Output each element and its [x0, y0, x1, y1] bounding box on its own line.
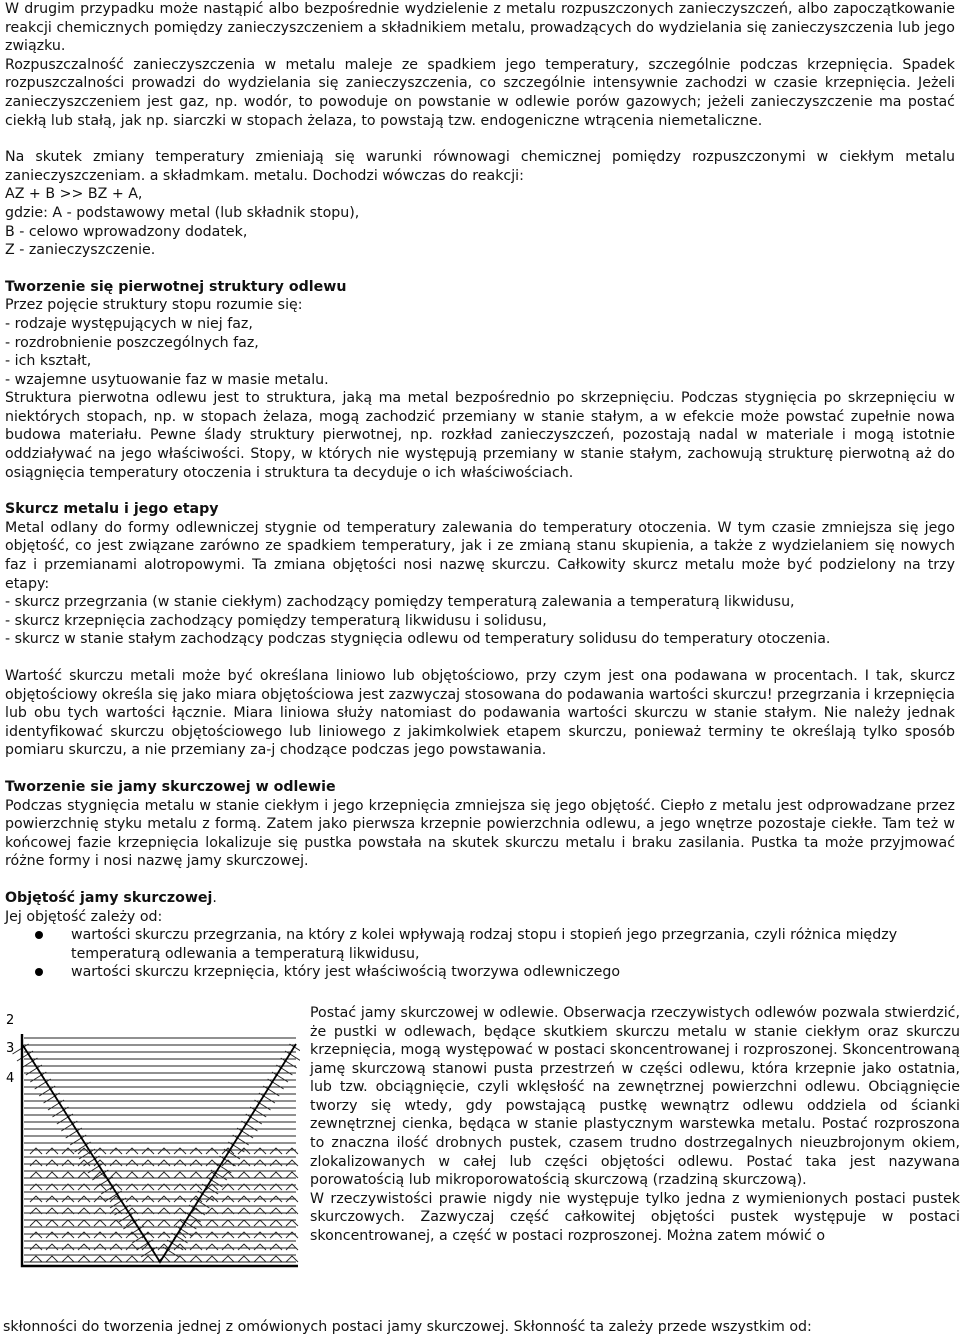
hatching-pattern — [13, 1038, 300, 1262]
bullet-icon — [35, 968, 43, 976]
structure-item: - rodzaje występujących w niej faz, — [5, 315, 253, 332]
bullet-icon — [35, 931, 43, 939]
volume-bullet-list — [5, 926, 955, 982]
intro-paragraph-2: Rozpuszczalność zanieczyszczenia w metalu maleje ze spadkiem jego temperatury, szczególnie podczas krzepnięcia. Spadek rozpuszczalności prowadzi do wydzielania się zanieczyszczenia, co szczególnie intensywnie zachodzi w czasie krzepnięcia. Jeżeli zanieczyszczeniem jest gaz, np. wodór, to powoduje on powstanie w odlewie porów gazowych; jeżeli zanieczyszczenie ma postać ciekłą lub stałą, jak np. siarczki w stopach żelaza, to powstają tzw. endogeniczne wtrącenia niemetaliczne. — [5, 56, 955, 129]
document-page — [5, 0, 960, 1274]
intro-paragraph-1: W drugim przypadku może nastąpić albo bezpośrednie wydzielenie z metalu rozpuszczonych zanieczyszczeń, albo zapoczątkowanie reakcji chemicznych pomiędzy zanieczyszczeniem a składnikiem metalu, prowadzących do wydzielania się zanieczyszczenia lub jego związku. — [5, 1, 955, 55]
list-item — [5, 963, 955, 982]
volume-intro: Jej objętość zależy od: — [5, 908, 163, 925]
cavity-form-paragraph-2: W rzeczywistości prawie nigdy nie występuje tylko jedna z wymienionych postaci pustek skurczowych. Zazwyczaj część całkowitej objętości pustek występuje w postaci skoncentrowanej, a część w postaci rozproszonej. Można zatem mówić o — [310, 1190, 960, 1245]
reaction-where-a: gdzie: A - podstawowy metal (lub składnik stopu), — [5, 204, 360, 221]
structure-item: - wzajemne usytuowanie faz w masie metalu. — [5, 371, 329, 388]
structure-intro: Przez pojęcie struktury stopu rozumie się: — [5, 297, 303, 314]
bullet-text: wartości skurczu krzepnięcia, który jest właściwością tworzywa odlewniczego — [71, 964, 621, 981]
reaction-formula: AZ + B >> BZ + A, — [5, 186, 143, 203]
volume-heading-line — [5, 889, 955, 908]
solidification-figure — [0, 1004, 300, 1274]
reaction-paragraph: Na skutek zmiany temperatury zmieniają się warunki równowagi chemicznej pomiędzy rozpuszczonymi w ciekłym metalu zanieczyszczeniam. a składmkam. metalu. Dochodzi wówczas do reakcji: — [5, 149, 955, 184]
figure-label: 3 — [6, 1040, 15, 1056]
section-heading-structure: Tworzenie się pierwotnej struktury odlewu — [5, 278, 347, 295]
cavity-form-paragraph: Postać jamy skurczowej w odlewie. Obserwacja rzeczywistych odlewów pozwala stwierdzić, że pustki w odlewach, będące skutkiem skurczu metalu w stanie ciekłym oraz skurczu krzepnięcia, mogą występować w postaci skoncentrowanej i rozproszonej. Skoncentrowaną jamę skurczową stanowi pusta przestrzeń w części odlewu, która krzepnie jako ostatnia, lub tzw. obciągnięcie, czyli wklęsłość na zewnętrznej powierzchni odlewu. Obciągnięcie tworzy się wtedy, gdy powstającą pustkę wewnątrz odlewu oddziela od ścianki zewnętrznej cienka, będąca w stanie plastycznym warstewka metalu. Postać rozproszona to znaczna ilość drobnych pustek, czasem trudno dostrzegalnych nieuzbrojonym okiem, zlokalizowanych w całej lub części objętości odlewu. Postać taka jest nazywana porowatością lub mikroporowatością skurczową (rzadziną skurczową). — [310, 1004, 960, 1189]
bullet-text: wartości skurczu przegrzania, na który z kolei wpływają rodzaj stopu i stopień jego przegrzania, czyli różnica między temperaturą odlewania a temperaturą likwidusu, — [71, 927, 898, 962]
list-item — [5, 926, 955, 963]
solidification-diagram — [0, 1004, 300, 1274]
shrinkage-values-paragraph: Wartość skurczu metali może być określana liniowo lub objętościowo, przy czym jest ona podawana w procentach. I tak, skurcz objętościowy określa się jako miara objętościowa jest zazwyczaj stosowana do podawania wartości skurczu! przegrzania i krzepnięcia lub obu tych wartości łącznie. Miara liniowa służy natomiast do podawania wartości skurczu w stanie stałym. Nie należy jednak identyfikować skurczu objętościowego lub liniowego z jakimkolwiek etapem skurczu, ponieważ terminy te określają tylko sposób pomiaru skurczu, a nie przemiany za-j chodzące podczas jego powstawania. — [5, 668, 955, 759]
volume-heading-suffix: . — [212, 889, 217, 906]
shrinkage-stage: - skurcz przegrzania (w stanie ciekłym) zachodzący pomiędzy temperaturą zalewania a temperaturą likwidusu, — [5, 594, 795, 611]
figure-label: 2 — [6, 1012, 15, 1028]
structure-body: Struktura pierwotna odlewu jest to struktura, jaką ma metal bezpośrednio po skrzepnięciu. Podczas stygnięcia po skrzepnięciu w niektórych stopach, np. w stopach żelaza, mogą zachodzić przemiany w stanie stałym, a w efekcie może powstać zupełnie nowa budowa materiału. Pewne ślady struktury pierwotnej, np. rozkład zanieczyszczeń, pozostają nadal w materiale i mogą istotnie oddziaływać na jego właściwości. Stopy, w których nie występują przemiany w stanie stałym, zachowują strukturę pierwotną aż do osiągnięcia temperatury otoczenia i struktura ta decyduje o ich właściwościach. — [5, 390, 955, 481]
section-heading-cavity: Tworzenie sie jamy skurczowej w odlewie — [5, 778, 336, 795]
section-heading-volume: Objętość jamy skurczowej — [5, 889, 213, 906]
shrinkage-body: Metal odlany do formy odlewniczej stygnie od temperatury zalewania do temperatury otoczenia. W tym czasie zmniejsza się jego objętość, co jest związane zarówno ze spadkiem temperatury, jak i ze zmianą stanu skupienia, a także z wydzielaniem się nowych faz i przemianami alotropowymi. Ta zmiana objętości nosi nazwę skurczu. Całkowity skurcz metalu może być podzielony na trzy etapy: — [5, 519, 955, 592]
figure-label: 4 — [6, 1070, 15, 1086]
structure-item: - rozdrobnienie poszczególnych faz, — [5, 334, 259, 351]
section-heading-shrinkage: Skurcz metalu i jego etapy — [5, 501, 219, 518]
structure-item: - ich kształt, — [5, 353, 92, 370]
reaction-where-z: Z - zanieczyszczenie. — [5, 242, 156, 259]
last-line: skłonności do tworzenia jednej z omówionych postaci jamy skurczowej. Skłonność ta zależy przede wszystkim od: — [3, 1319, 812, 1335]
figure-side-text — [310, 1004, 960, 1246]
figure-row — [5, 1004, 960, 1274]
shrinkage-stage: - skurcz krzepnięcia zachodzący pomiędzy temperaturą likwidusu i solidusu, — [5, 612, 547, 629]
cavity-body: Podczas stygnięcia metalu w stanie ciekłym i jego krzepnięcia zmniejsza się jego objętość. Ciepło z metalu jest odprowadzane przez powierzchnię styku metalu z formą. Zatem jako pierwsza krzepnie powierzchnia odlewu, a jego wnętrze pozostaje ciekłe. Tam też w końcowej fazie krzepnięcia lokalizuje się pustka powstała na skutek skurczu metalu i braku zasilania. Pustka ta może przyjmować różne formy i nosi nazwę jamy skurczowej. — [5, 797, 955, 870]
shrinkage-stage: - skurcz w stanie stałym zachodzący podczas stygnięcia odlewu od temperatury solidusu do temperatury otoczenia. — [5, 631, 831, 648]
reaction-where-b: B - celowo wprowadzony dodatek, — [5, 223, 248, 240]
